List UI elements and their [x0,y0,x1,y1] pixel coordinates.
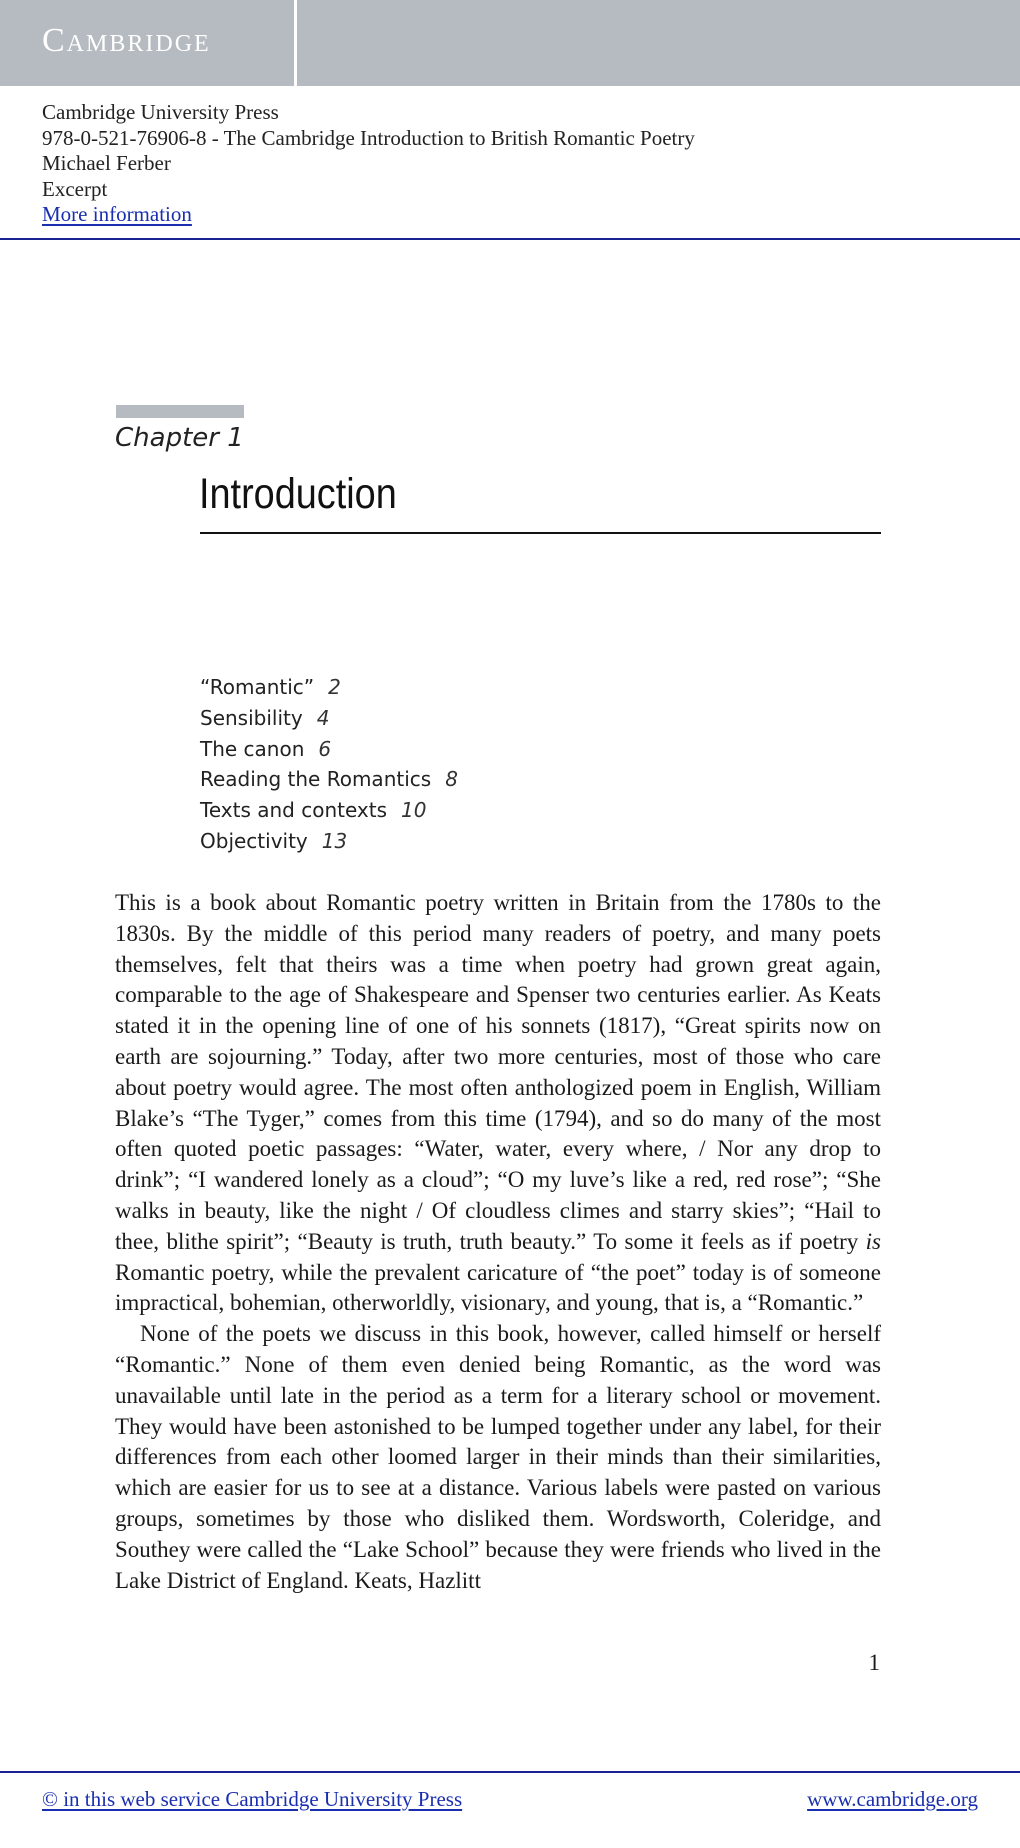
toc-page: 2 [328,675,341,699]
book-metadata [42,100,695,228]
body-text [115,888,881,1596]
toc-item: Objectivity 13 [200,828,348,853]
excerpt-label: Excerpt [42,176,108,201]
chapter-title: Introduction [199,470,397,518]
copyright-link[interactable]: © in this web service Cambridge University Press [42,1787,463,1811]
toc-item: “Romantic” 2 [200,675,341,699]
author-name: Michael Ferber [42,151,171,175]
chapter-marker-bar [116,405,244,418]
toc-page: 10 [401,798,427,823]
toc-item: The canon 6 [200,736,332,761]
chapter-label: Chapter 1 [115,423,244,453]
page-number: 1 [868,1650,880,1675]
isbn-title: 978-0-521-76906-8 - The Cambridge Introduction to British Romantic Poetry [42,125,695,150]
toc-page: 13 [321,828,348,853]
header-banner [0,0,1020,86]
footer-divider [0,1771,1020,1773]
chapter-contents [200,672,458,857]
chapter-title-rule [200,532,881,534]
toc-item: Reading the Romantics 8 [200,767,458,792]
publisher-name: Cambridge University Press [42,100,279,124]
toc-page: 8 [445,767,458,792]
toc-page: 4 [316,705,330,730]
toc-page: 6 [318,736,332,761]
header-divider [0,238,1020,240]
paragraph-1: This is a book about Romantic poetry written in Britain from the 1780s to the 1830s. By the middle of this period many readers of poetry, and many poets themselves, felt that theirs was a time when poetry had grown great again, comparable to the age of Shakespeare and Spenser two centuries earlier. As Keats stated it in the opening line of one of his sonnets (1817), “Great spirits now on earth are sojourning.” Today, after two more centuries, most of those who care about poetry would agree. The most often anthologized poem in English, William Blake’s “The Tyger,” comes from this time (1794), and so do many of the most often quoted poetic passages: “Water, water, every where, / Nor any drop to drink”; “I wandered lonely as a cloud”; “O my luve’s like a red, red rose”; “She walks in beauty, like the night / Of cloudless climes and starry skies”; “Hail to thee, blithe spirit”; “Beauty is truth, truth beauty.” To some it feels as if poetry is Romantic poetry, while the prevalent caricature of “the poet” today is of someone impractical, bohemian, otherworldly, visionary, and young, that is, a “Romantic.” [115,890,881,1316]
website-link[interactable]: www.cambridge.org [807,1787,978,1811]
paragraph-2: None of the poets we discuss in this book, however, called himself or herself “Romantic.” None of them even denied being Romantic, as the word was unavailable until late in the period as a term for a literary school or movement. They would have been astonished to be lumped together under any label, for their differences from each other loomed larger in their minds than their similarities, which are easier for us to see at a distance. Various labels were pasted on various groups, sometimes by those who disliked them. Wordsworth, Coleridge, and Southey were called the “Lake School” because they were friends who lived in the Lake District of England. Keats, Hazlitt [115,1321,881,1593]
more-information-link[interactable]: More information [42,202,192,226]
banner-divider [294,0,297,86]
toc-item: Texts and contexts 10 [200,798,427,823]
toc-item: Sensibility 4 [200,705,330,730]
brand-logo: Cambridge [42,22,211,59]
